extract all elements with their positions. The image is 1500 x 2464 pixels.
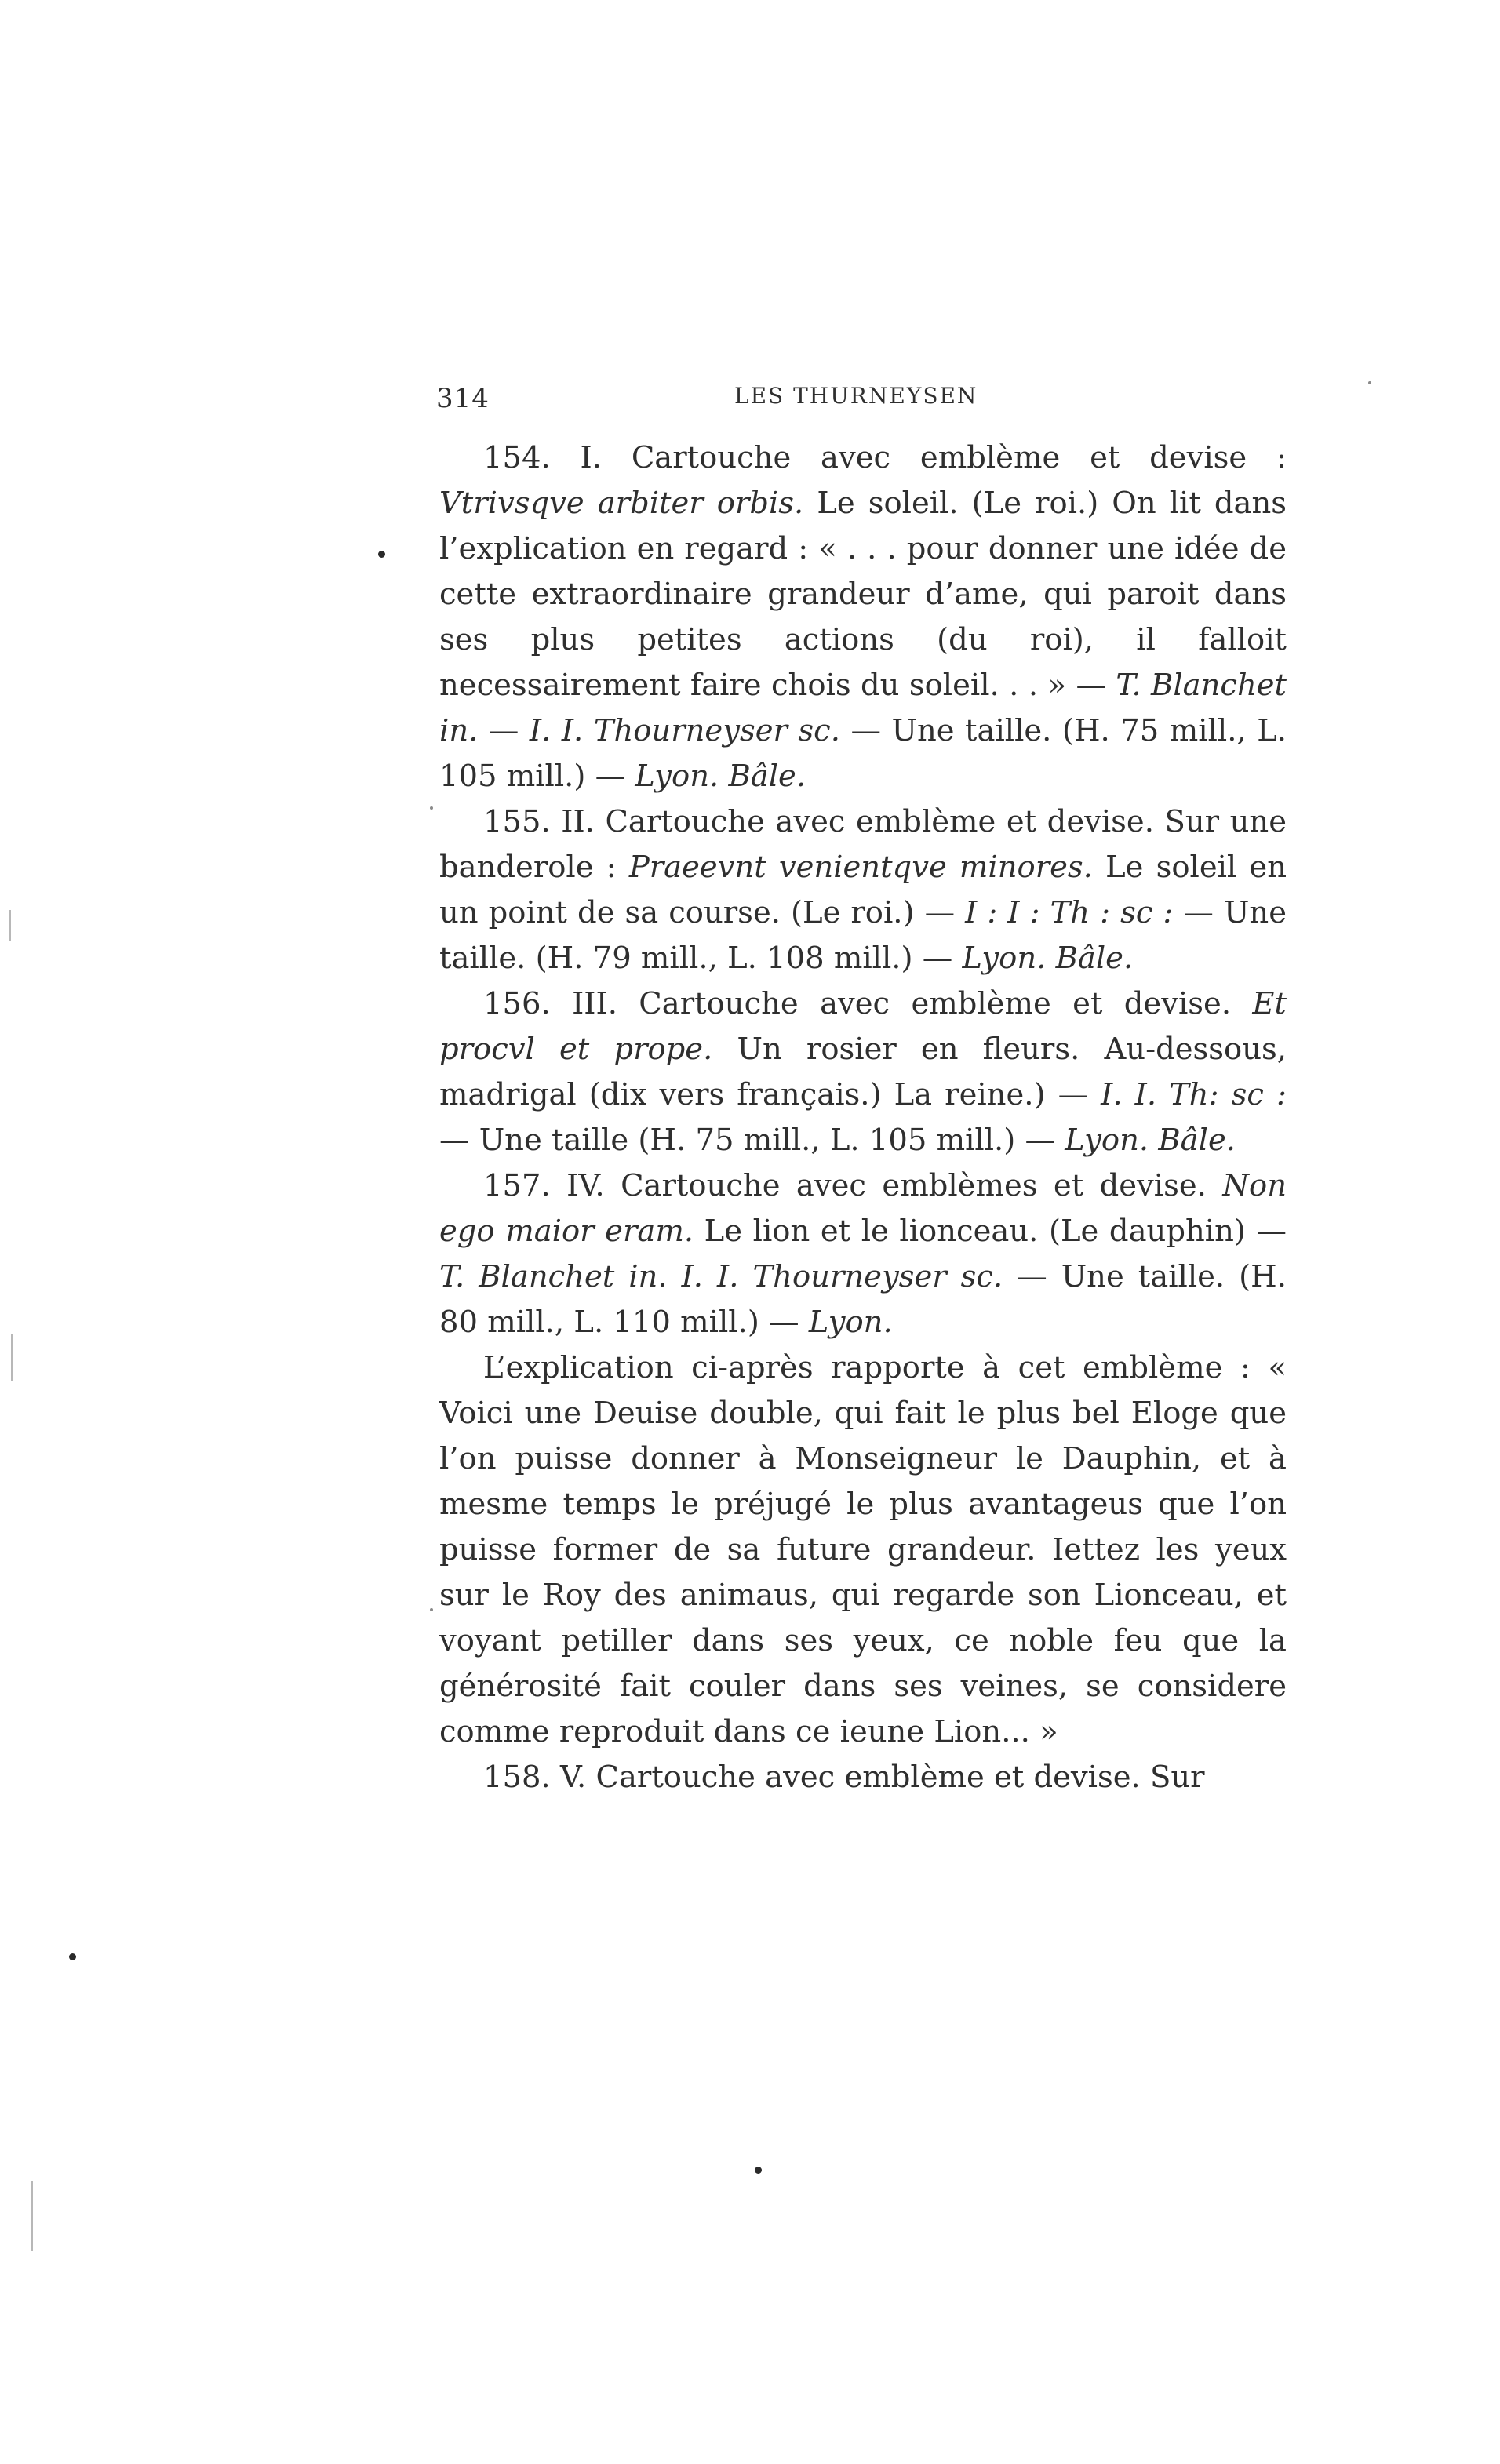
text-run-italic: I : I : Th : sc : bbox=[965, 895, 1174, 930]
text-run-italic: I. I. Th: sc : bbox=[1101, 1077, 1287, 1112]
text-run-italic: Lyon. Bâle. bbox=[1065, 1123, 1236, 1158]
text-run: 156. III. Cartouche avec emblème et devise. bbox=[483, 986, 1253, 1021]
text-run: — Une taille (H. 75 mill., L. 105 mill.) — bbox=[439, 1123, 1065, 1158]
text-run: 155. II. Cartouche avec emblème et devise. Sur une banderole : bbox=[439, 804, 1287, 885]
text-run: Le soleil. (Le roi.) On lit dans l’explication en regard : « . . . pour donner une idée de cette extraordinaire grandeur d’ame, qui paroit dans ses plus petites actions (du roi), il falloit necessairement faire chois du soleil. . . » — bbox=[439, 486, 1287, 703]
ink-speck bbox=[430, 1608, 433, 1611]
edge-mark bbox=[31, 2181, 33, 2251]
text-run: Le lion et le lionceau. (Le dauphin) — bbox=[694, 1214, 1287, 1249]
text-run-italic: I. I. Thourneyser sc. bbox=[529, 713, 840, 748]
text-run: 157. IV. Cartouche avec emblèmes et devise. bbox=[483, 1168, 1223, 1203]
edge-mark bbox=[9, 910, 11, 941]
ink-dot bbox=[755, 2167, 762, 2174]
running-title: LES THURNEYSEN bbox=[734, 383, 978, 409]
ink-dot bbox=[69, 1953, 76, 1960]
text-run-italic: Et procvl et prope. bbox=[439, 986, 1287, 1067]
entry-157-explication bbox=[439, 1345, 1287, 1755]
ink-speck bbox=[430, 806, 433, 810]
text-run-italic: T. Blanchet in. bbox=[439, 668, 1287, 748]
text-run: Le soleil en un point de sa course. (Le roi.) — bbox=[439, 850, 1287, 930]
text-run: 158. V. Cartouche avec emblème et devise. Sur bbox=[483, 1760, 1205, 1795]
ink-dot bbox=[378, 551, 385, 558]
text-run-italic: Non ego maior eram. bbox=[439, 1168, 1287, 1249]
entry-157 bbox=[439, 1163, 1287, 1345]
text-run-italic: Lyon. bbox=[808, 1305, 893, 1340]
text-run-italic: Lyon. Bâle. bbox=[635, 759, 806, 794]
ink-speck bbox=[1368, 381, 1371, 384]
text-run: Un rosier en fleurs. Au-dessous, madrigal (dix vers français.) La reine.) — bbox=[439, 1032, 1287, 1112]
text-run: L’explication ci-après rapporte à cet emblème : « Voici une Deuise double, qui fait le plus bel Eloge que l’on puisse donner à Monseigneur le Dauphin, et à mesme temps le préjugé le plus avantageus que l’on puisse former de sa future grandeur. Iettez les yeux sur le Roy des animaus, qui regarde son Lionceau, et voyant petiller dans ses yeux, ce noble feu que la générosité fait couler dans ses veines, se considere comme reproduit dans ce ieune Lion... » bbox=[439, 1350, 1287, 1749]
entry-154 bbox=[439, 435, 1287, 799]
text-run: — Une taille. (H. 79 mill., L. 108 mill.) — bbox=[439, 895, 1287, 976]
edge-mark bbox=[11, 1334, 13, 1381]
catalogue-text bbox=[439, 435, 1287, 1800]
entry-158 bbox=[439, 1755, 1287, 1800]
text-run: — Une taille. (H. 75 mill., L. 105 mill.) — bbox=[439, 713, 1287, 794]
text-run-italic: T. Blanchet in. I. I. Thourneyser sc. bbox=[439, 1259, 1003, 1294]
text-run: 154. I. Cartouche avec emblème et devise : bbox=[483, 440, 1287, 475]
text-run-italic: Praeevnt venientqve minores. bbox=[628, 850, 1093, 885]
page-number: 314 bbox=[436, 383, 490, 414]
entry-156 bbox=[439, 981, 1287, 1163]
text-run-italic: Lyon. Bâle. bbox=[962, 941, 1134, 976]
running-head bbox=[436, 377, 1283, 424]
entry-155 bbox=[439, 799, 1287, 981]
text-run-italic: Vtrivsqve arbiter orbis. bbox=[439, 486, 804, 521]
text-run: — Une taille. (H. 80 mill., L. 110 mill.) — bbox=[439, 1259, 1287, 1340]
text-run: — bbox=[478, 713, 530, 748]
